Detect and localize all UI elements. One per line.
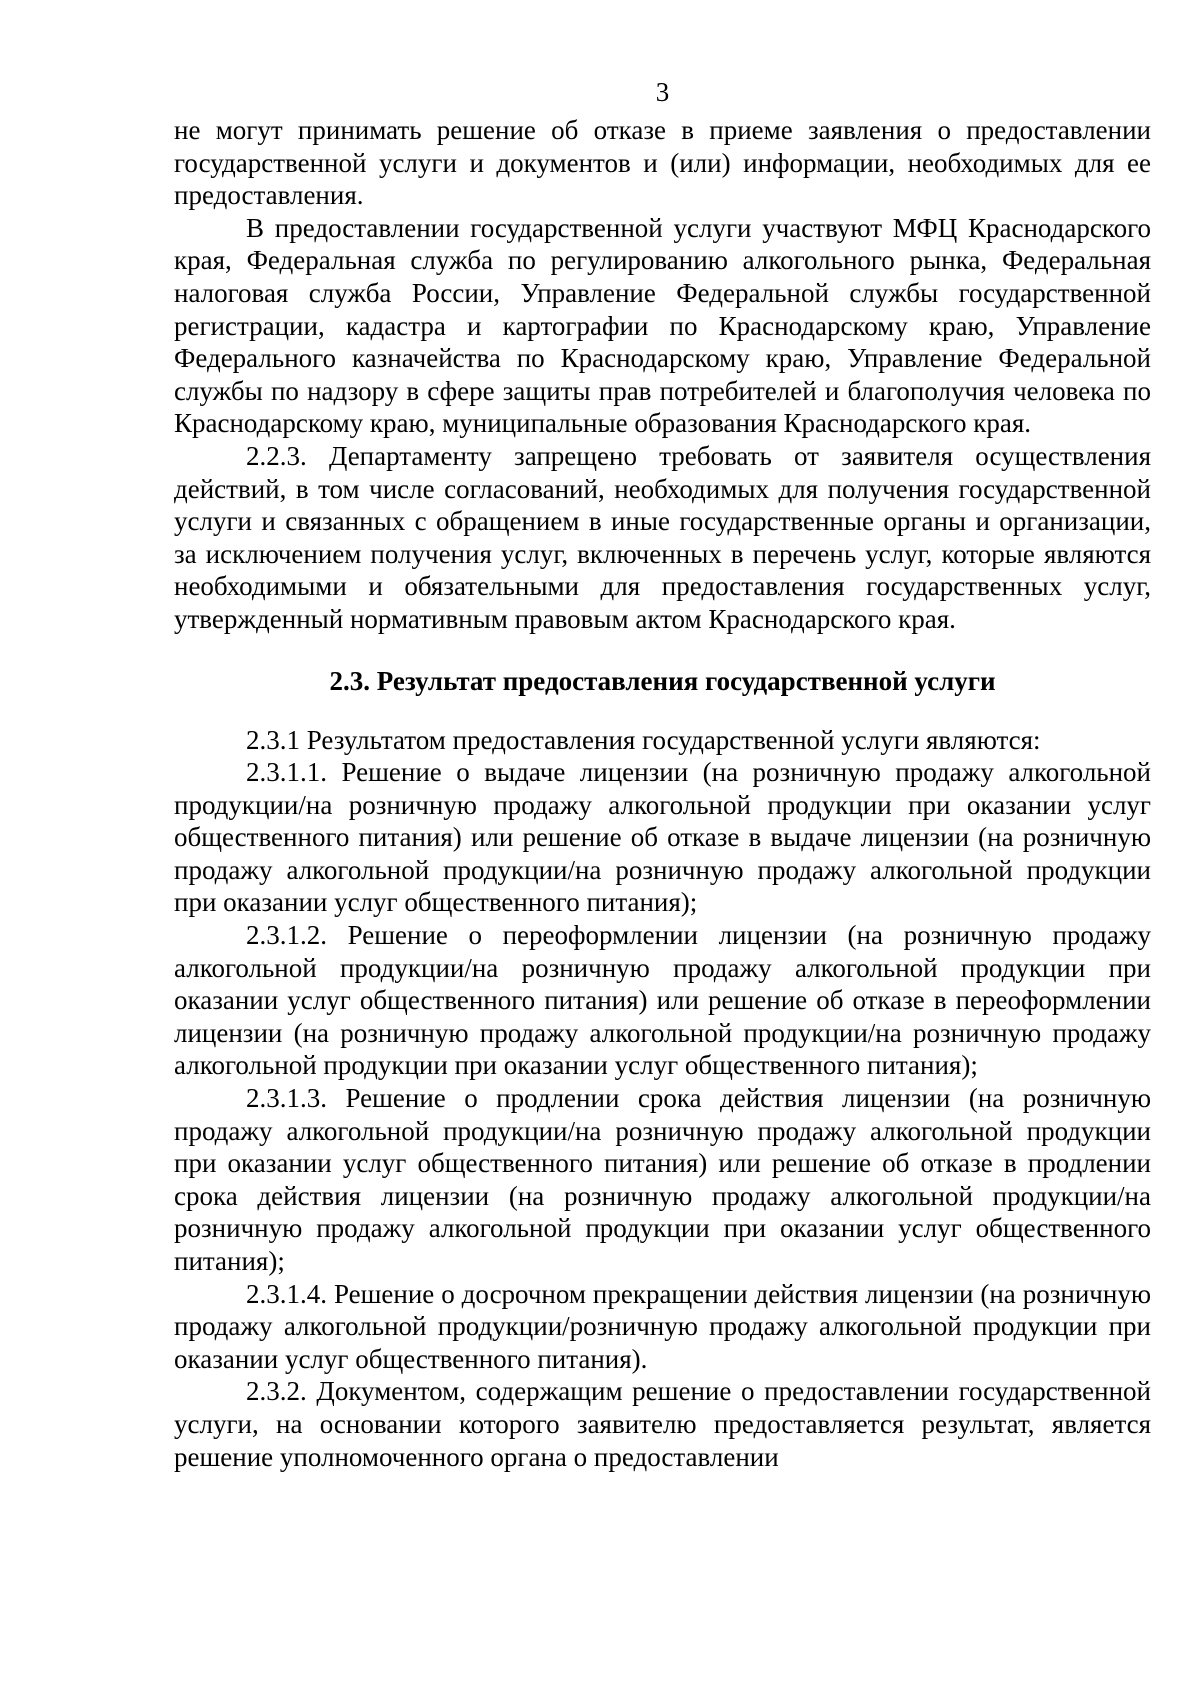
paragraph-2-3-1-3: 2.3.1.3. Решение о продлении срока действия лицензии (на розничную продажу алкогольной продукции/на розничную продажу алкогольной продукции при оказании услуг общественного питания) или решение об отказе в продлении срока действия лицензии (на розничную продажу алкогольной продукции/на розничную продажу алкогольной продукции при оказании услуг общественного питания);	[174, 1083, 1151, 1276]
section-title: 2.3. Результат предоставления государственной услуги	[329, 665, 996, 696]
document-page	[174, 70, 1151, 1473]
paragraph-continuation: не могут принимать решение об отказе в приеме заявления о предоставлении государственной услуги и документов и (или) информации, необходимых для ее предоставления.	[174, 115, 1151, 211]
paragraph-2-3-1-4: 2.3.1.4. Решение о досрочном прекращении действия лицензии (на розничную продажу алкогольной продукции/розничную продажу алкогольной продукции при оказании услуг общественного питания).	[174, 1278, 1151, 1374]
paragraph-participants: В предоставлении государственной услуги участвуют МФЦ Краснодарского края, Федеральная служба по регулированию алкогольного рынка, Федеральная налоговая служба России, Управление Федеральной службы государственной регистрации, кадастра и картографии по Краснодарскому краю, Управление Федерального казначейства по Краснодарскому краю, Управление Федеральной службы по надзору в сфере защиты прав потребителей и благополучия человека по Краснодарскому краю, муниципальные образования Краснодарского края.	[174, 212, 1151, 439]
paragraph-2-3-1-2: 2.3.1.2. Решение о переоформлении лицензии (на розничную продажу алкогольной продукции/на розничную продажу алкогольной продукции при оказании услуг общественного питания) или решение об отказе в переоформлении лицензии (на розничную продажу алкогольной продукции/на розничную продажу алкогольной продукции при оказании услуг общественного питания);	[174, 920, 1151, 1081]
paragraph-2-3-2: 2.3.2. Документом, содержащим решение о предоставлении государственной услуги, на основании которого заявителю предоставляется результат, является решение уполномоченного органа о предоставлении	[174, 1376, 1151, 1472]
paragraph-2-2-3: 2.2.3. Департаменту запрещено требовать от заявителя осуществления действий, в том числе согласований, необходимых для получения государственной услуги и связанных с обращением в иные государственные органы и организации, за исключением получения услуг, включенных в перечень услуг, которые являются необходимыми и обязательными для предоставления государственных услуг, утвержденный нормативным правовым актом Краснодарского края.	[174, 440, 1151, 634]
paragraph-2-3-1-1: 2.3.1.1. Решение о выдаче лицензии (на розничную продажу алкогольной продукции/на розничную продажу алкогольной продукции при оказании услуг общественного питания) или решение об отказе в выдаче лицензии (на розничную продажу алкогольной продукции/на розничную продажу алкогольной продукции при оказании услуг общественного питания);	[174, 757, 1151, 918]
page-number: 3	[655, 77, 670, 107]
paragraph-2-3-1: 2.3.1 Результатом предоставления государственной услуги являются:	[246, 724, 1041, 755]
